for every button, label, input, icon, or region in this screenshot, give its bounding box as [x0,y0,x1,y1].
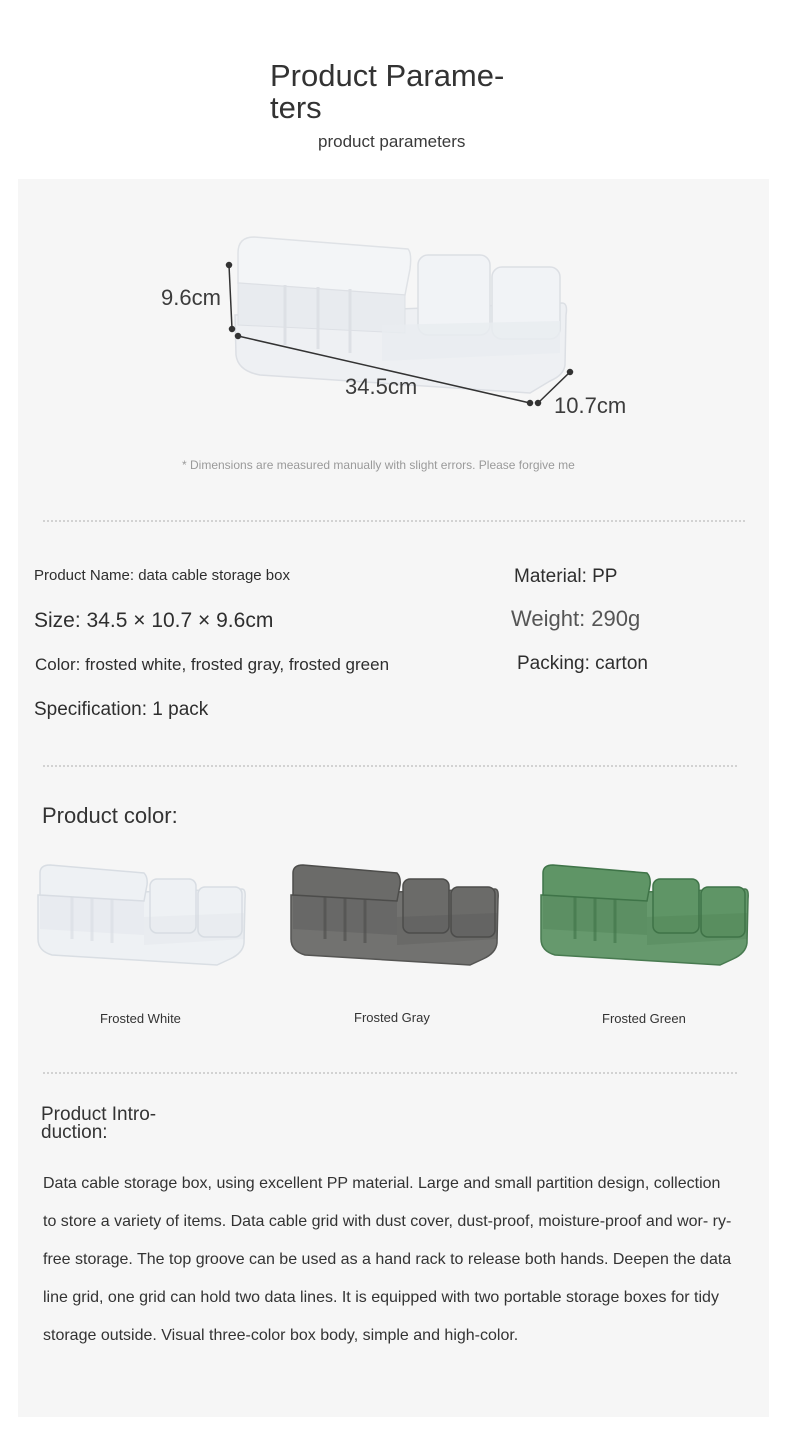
param-packing: Packing: carton [517,653,648,674]
frosted-green-box-image [535,855,755,975]
product-color-heading: Product color: [42,803,178,828]
height-label: 9.6cm [161,285,221,310]
color-label-white: Frosted White [100,1011,181,1026]
storage-box-icon [235,237,567,393]
storage-box-icon [38,865,245,965]
section-divider [43,1072,737,1074]
param-size: Size: 34.5 × 10.7 × 9.6cm [34,609,274,632]
color-label-green: Frosted Green [602,1011,686,1026]
page-subtitle: product parameters [318,132,466,151]
height-dimension-line [227,263,235,332]
param-color: Color: frosted white, frosted gray, frosted green [35,655,390,674]
storage-box-icon [291,865,498,965]
param-weight: Weight: 290g [511,606,641,631]
product-intro-text: Data cable storage box, using excellent PP material. Large and small partition design, collection to store a variety of items. Data cable grid with dust cover, dust-proof, moisture-proof and wor- ry-free storage. The top groove can be used as a hand rack to release both hands. Deepen the data line grid, one grid can hold two data lines. It is equipped with two portable storage boxes for tidy storage outside. Visual three-color box body, simple and high-color. [43,1175,732,1344]
color-label-gray: Frosted Gray [354,1010,430,1025]
depth-label: 10.7cm [554,393,627,418]
param-specification: Specification: 1 pack [34,699,209,720]
frosted-white-box-image [32,855,252,975]
param-product-name: Product Name: data cable storage box [34,567,290,584]
product-intro-heading: Product Intro- duction: [41,1104,157,1143]
frosted-gray-box-image [285,855,505,975]
param-material: Material: PP [514,566,618,587]
storage-box-icon [541,865,748,965]
dimension-disclaimer: * Dimensions are measured manually with slight errors. Please forgive me [182,458,575,472]
page-title: Product Parame- ters [270,58,505,125]
section-divider [43,765,737,767]
length-label: 34.5cm [345,374,418,399]
section-divider [43,520,745,522]
